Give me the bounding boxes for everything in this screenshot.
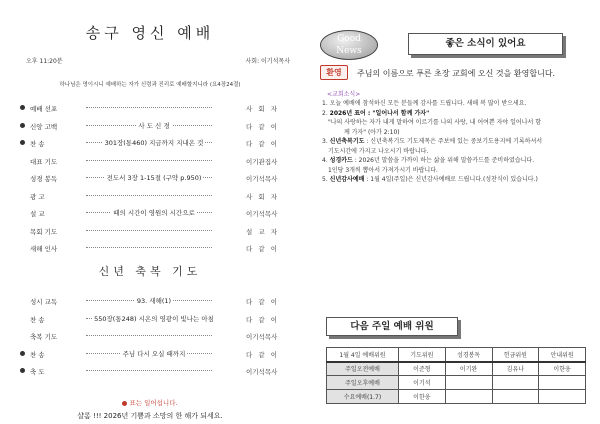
- news-number: 3.: [322, 138, 328, 145]
- table-cell: 김유나: [492, 362, 539, 376]
- table-cell: [492, 376, 539, 390]
- order-item-content: 전도서 3장 1-15절 (구약 p.950): [106, 174, 202, 182]
- dotted-leader: [86, 370, 212, 371]
- order-row: [0, 311, 300, 329]
- dotted-leader: [86, 195, 212, 196]
- order-row: [0, 363, 300, 381]
- page-title: 송구 영신 예배: [85, 24, 215, 42]
- dotted-leader: [86, 247, 212, 248]
- news-item: [322, 109, 592, 119]
- table-cell: 이한웅: [399, 390, 446, 404]
- blessing-order: [0, 293, 300, 381]
- table-cell: [445, 376, 492, 390]
- good-news-logo: [320, 30, 378, 60]
- order-item-leader: 이기석목사: [246, 210, 278, 218]
- order-item-leader: 이기관집사: [246, 157, 278, 166]
- order-row: [0, 328, 300, 346]
- order-item-content-wrap: [80, 208, 228, 217]
- order-item-leader: 다 같 이: [246, 245, 279, 253]
- table-row-label: 주일오전예배: [327, 362, 399, 376]
- order-item-content: 주님 다시 오실 때까지: [122, 349, 186, 358]
- welcome-text: 주님의 이름으로 푸른 초장 교회에 오신 것을 환영합니다.: [357, 69, 556, 78]
- order-item-name: 대표 기도: [30, 157, 58, 166]
- bullet-icon: [20, 123, 25, 128]
- order-row: [0, 240, 300, 258]
- order-row: [0, 170, 300, 188]
- dotted-leader: [86, 335, 212, 336]
- news-item: [322, 118, 592, 128]
- news-highlight: 2026년 표어 : "일어나서 함께 가자": [329, 109, 430, 117]
- church-news-list: [322, 99, 592, 185]
- table-cell: [492, 390, 539, 404]
- bullet-icon: [20, 105, 25, 110]
- order-item-name: 축복 기도: [30, 333, 58, 341]
- table-cell: 이기완: [445, 362, 492, 376]
- order-row: [0, 118, 300, 136]
- table-cell: 이한웅: [539, 362, 586, 376]
- order-item-name: 목회 기도: [30, 227, 58, 236]
- order-row: [0, 188, 300, 206]
- table-cell: 이준형: [399, 362, 446, 376]
- news-number: 1.: [322, 100, 328, 107]
- table-header-row: [327, 348, 586, 362]
- news-text: 1인당 3개씩 뽑아서 가져가시기 바랍니다.: [328, 166, 438, 174]
- presider: 사회: 이기석목사: [245, 58, 290, 65]
- table-cell: [539, 376, 586, 390]
- order-item-name: 찬 송: [30, 350, 45, 359]
- order-row: [0, 205, 300, 223]
- dotted-leader: [86, 160, 212, 161]
- order-item-name: 축 도: [30, 368, 45, 376]
- closing-greeting: 샬롬 !!! 2026년 기쁨과 소망의 한 해가 되세요.: [77, 412, 223, 420]
- table-row-label: 수요예배(1.7): [327, 390, 399, 404]
- order-item-content: 사 도 신 경: [138, 121, 170, 130]
- news-text: : 2026년 말씀을 가까이 하는 삶을 위해 말씀카드를 준비하였습니다.: [352, 157, 535, 164]
- order-item-content-wrap: [80, 173, 228, 182]
- order-item-leader: 다 같 이: [246, 315, 279, 324]
- news-item: [322, 137, 592, 147]
- order-item-leader: 다 같 이: [246, 350, 279, 359]
- order-item-content: 93. 새해(1): [136, 297, 172, 305]
- order-item-leader: 다 같 이: [246, 122, 279, 131]
- order-item-content: 때의 시간이 영원의 시간으로: [113, 209, 195, 217]
- news-text: 께 가자" (아가 2:10): [344, 128, 400, 136]
- order-item-name: 설 교: [30, 210, 45, 218]
- table-row: [327, 390, 586, 404]
- news-item: [322, 166, 592, 176]
- order-item-content-wrap: [80, 314, 228, 323]
- news-text: : 1월 4일(주일)은 신년감사예배로 드립니다.(성찬식이 있습니다.): [364, 176, 538, 183]
- table-cell: [445, 390, 492, 404]
- order-row: [0, 153, 300, 171]
- church-news-label: <교회소식>: [327, 91, 361, 98]
- order-item-leader: 다 같 이: [246, 140, 279, 148]
- dotted-leader: [86, 107, 212, 108]
- news-item: [322, 147, 592, 157]
- order-item-leader: 사 회 자: [246, 105, 279, 113]
- order-item-name: 찬 송: [30, 140, 45, 148]
- order-row: [0, 100, 300, 118]
- news-item: [322, 175, 592, 185]
- order-item-name: 성시 교독: [30, 298, 58, 306]
- news-highlight: 신년감사예배: [329, 176, 365, 183]
- order-item-content-wrap: [80, 121, 228, 130]
- news-number: 4.: [322, 157, 328, 164]
- news-number: 5.: [322, 176, 328, 183]
- order-item-leader: 다 같 이: [246, 298, 279, 306]
- standing-notice: [0, 398, 300, 407]
- scripture-subheading: 하나님은 영이시니 예배하는 자가 신령과 진리로 예배할지니라 (요4장24절): [59, 82, 241, 88]
- news-text: 오늘 예배에 참석하신 모든 분들께 감사를 드립니다. 새해 복 많이 받으세요.: [329, 100, 527, 107]
- news-highlight: 성경카드: [329, 157, 353, 164]
- order-item-name: 성경 봉독: [30, 175, 58, 183]
- order-item-content: 301장(통460) 지금까지 지내온 것: [104, 139, 204, 147]
- news-text: "나의 사랑하는 자가 내게 말하여 이르기를 나의 사랑, 내 어여쁜 자야 일어나서 함: [328, 119, 542, 126]
- order-item-content: 550장(통248) 시온의 영광이 빛나는 아침: [94, 314, 214, 323]
- table-header-cell: 성경봉독: [445, 348, 492, 362]
- worship-roles-table: [326, 347, 586, 404]
- table-header-cell: 기도위원: [399, 348, 446, 362]
- news-item: [322, 156, 592, 166]
- order-item-name: 예배 선포: [30, 105, 58, 113]
- news-text: 기도시간에 가지고 나오시기 바랍니다.: [328, 147, 429, 155]
- table-row-label: 주일오후예배: [327, 376, 399, 390]
- order-item-leader: 설 교 자: [246, 227, 279, 236]
- news-item: [322, 128, 592, 138]
- welcome-tag: 환영: [320, 65, 348, 80]
- order-item-name: 광 고: [30, 192, 45, 201]
- right-page: [300, 0, 600, 424]
- table-cell: 이기석: [399, 376, 446, 390]
- good-news-line2: News: [336, 46, 362, 56]
- news-number: 2.: [322, 109, 328, 117]
- order-item-content-wrap: [80, 349, 228, 358]
- order-item-name: 신앙 고백: [30, 122, 58, 131]
- order-item-leader: 이기석목사: [246, 175, 278, 183]
- order-row: [0, 223, 300, 241]
- table-header-cell: 헌금위원: [492, 348, 539, 362]
- order-item-leader: 이기석목사: [246, 333, 278, 341]
- news-item: [322, 99, 592, 109]
- table-cell: [539, 390, 586, 404]
- order-item-name: 새해 인사: [30, 245, 58, 253]
- dotted-leader: [86, 230, 212, 231]
- bullet-icon: [20, 351, 25, 356]
- bullet-icon: [122, 401, 127, 406]
- order-row: [0, 135, 300, 153]
- order-item-name: 찬 송: [30, 315, 45, 324]
- news-highlight: 신년축복기도: [329, 138, 365, 145]
- worship-order: [0, 100, 300, 258]
- next-week-title: 다음 주일 예배 위원: [326, 317, 458, 336]
- table-row: [327, 376, 586, 390]
- service-time: 오후 11:20분: [26, 58, 63, 65]
- good-news-line1: Good: [337, 34, 361, 44]
- news-text: : 신년축복기도 기도제목은 주보에 있는 중보기도용지에 기록하셔서: [364, 138, 543, 145]
- order-item-leader: 사 회 자: [246, 192, 279, 201]
- bullet-icon: [20, 368, 25, 373]
- table-header-cell: 1월 4일 예배위원: [327, 348, 399, 362]
- notice-text: 표는 일어섭니다.: [129, 399, 178, 407]
- bullet-icon: [20, 140, 25, 145]
- order-item-content-wrap: [80, 296, 228, 305]
- news-banner: 좋은 소식이 있어요: [408, 33, 563, 55]
- section-title: 신년 축복 기도: [98, 265, 202, 278]
- order-row: [0, 346, 300, 364]
- table-row: [327, 362, 586, 376]
- order-item-leader: 이기석목사: [246, 368, 278, 376]
- table-header-cell: 안내위원: [539, 348, 586, 362]
- order-row: [0, 293, 300, 311]
- order-item-content-wrap: [80, 138, 228, 147]
